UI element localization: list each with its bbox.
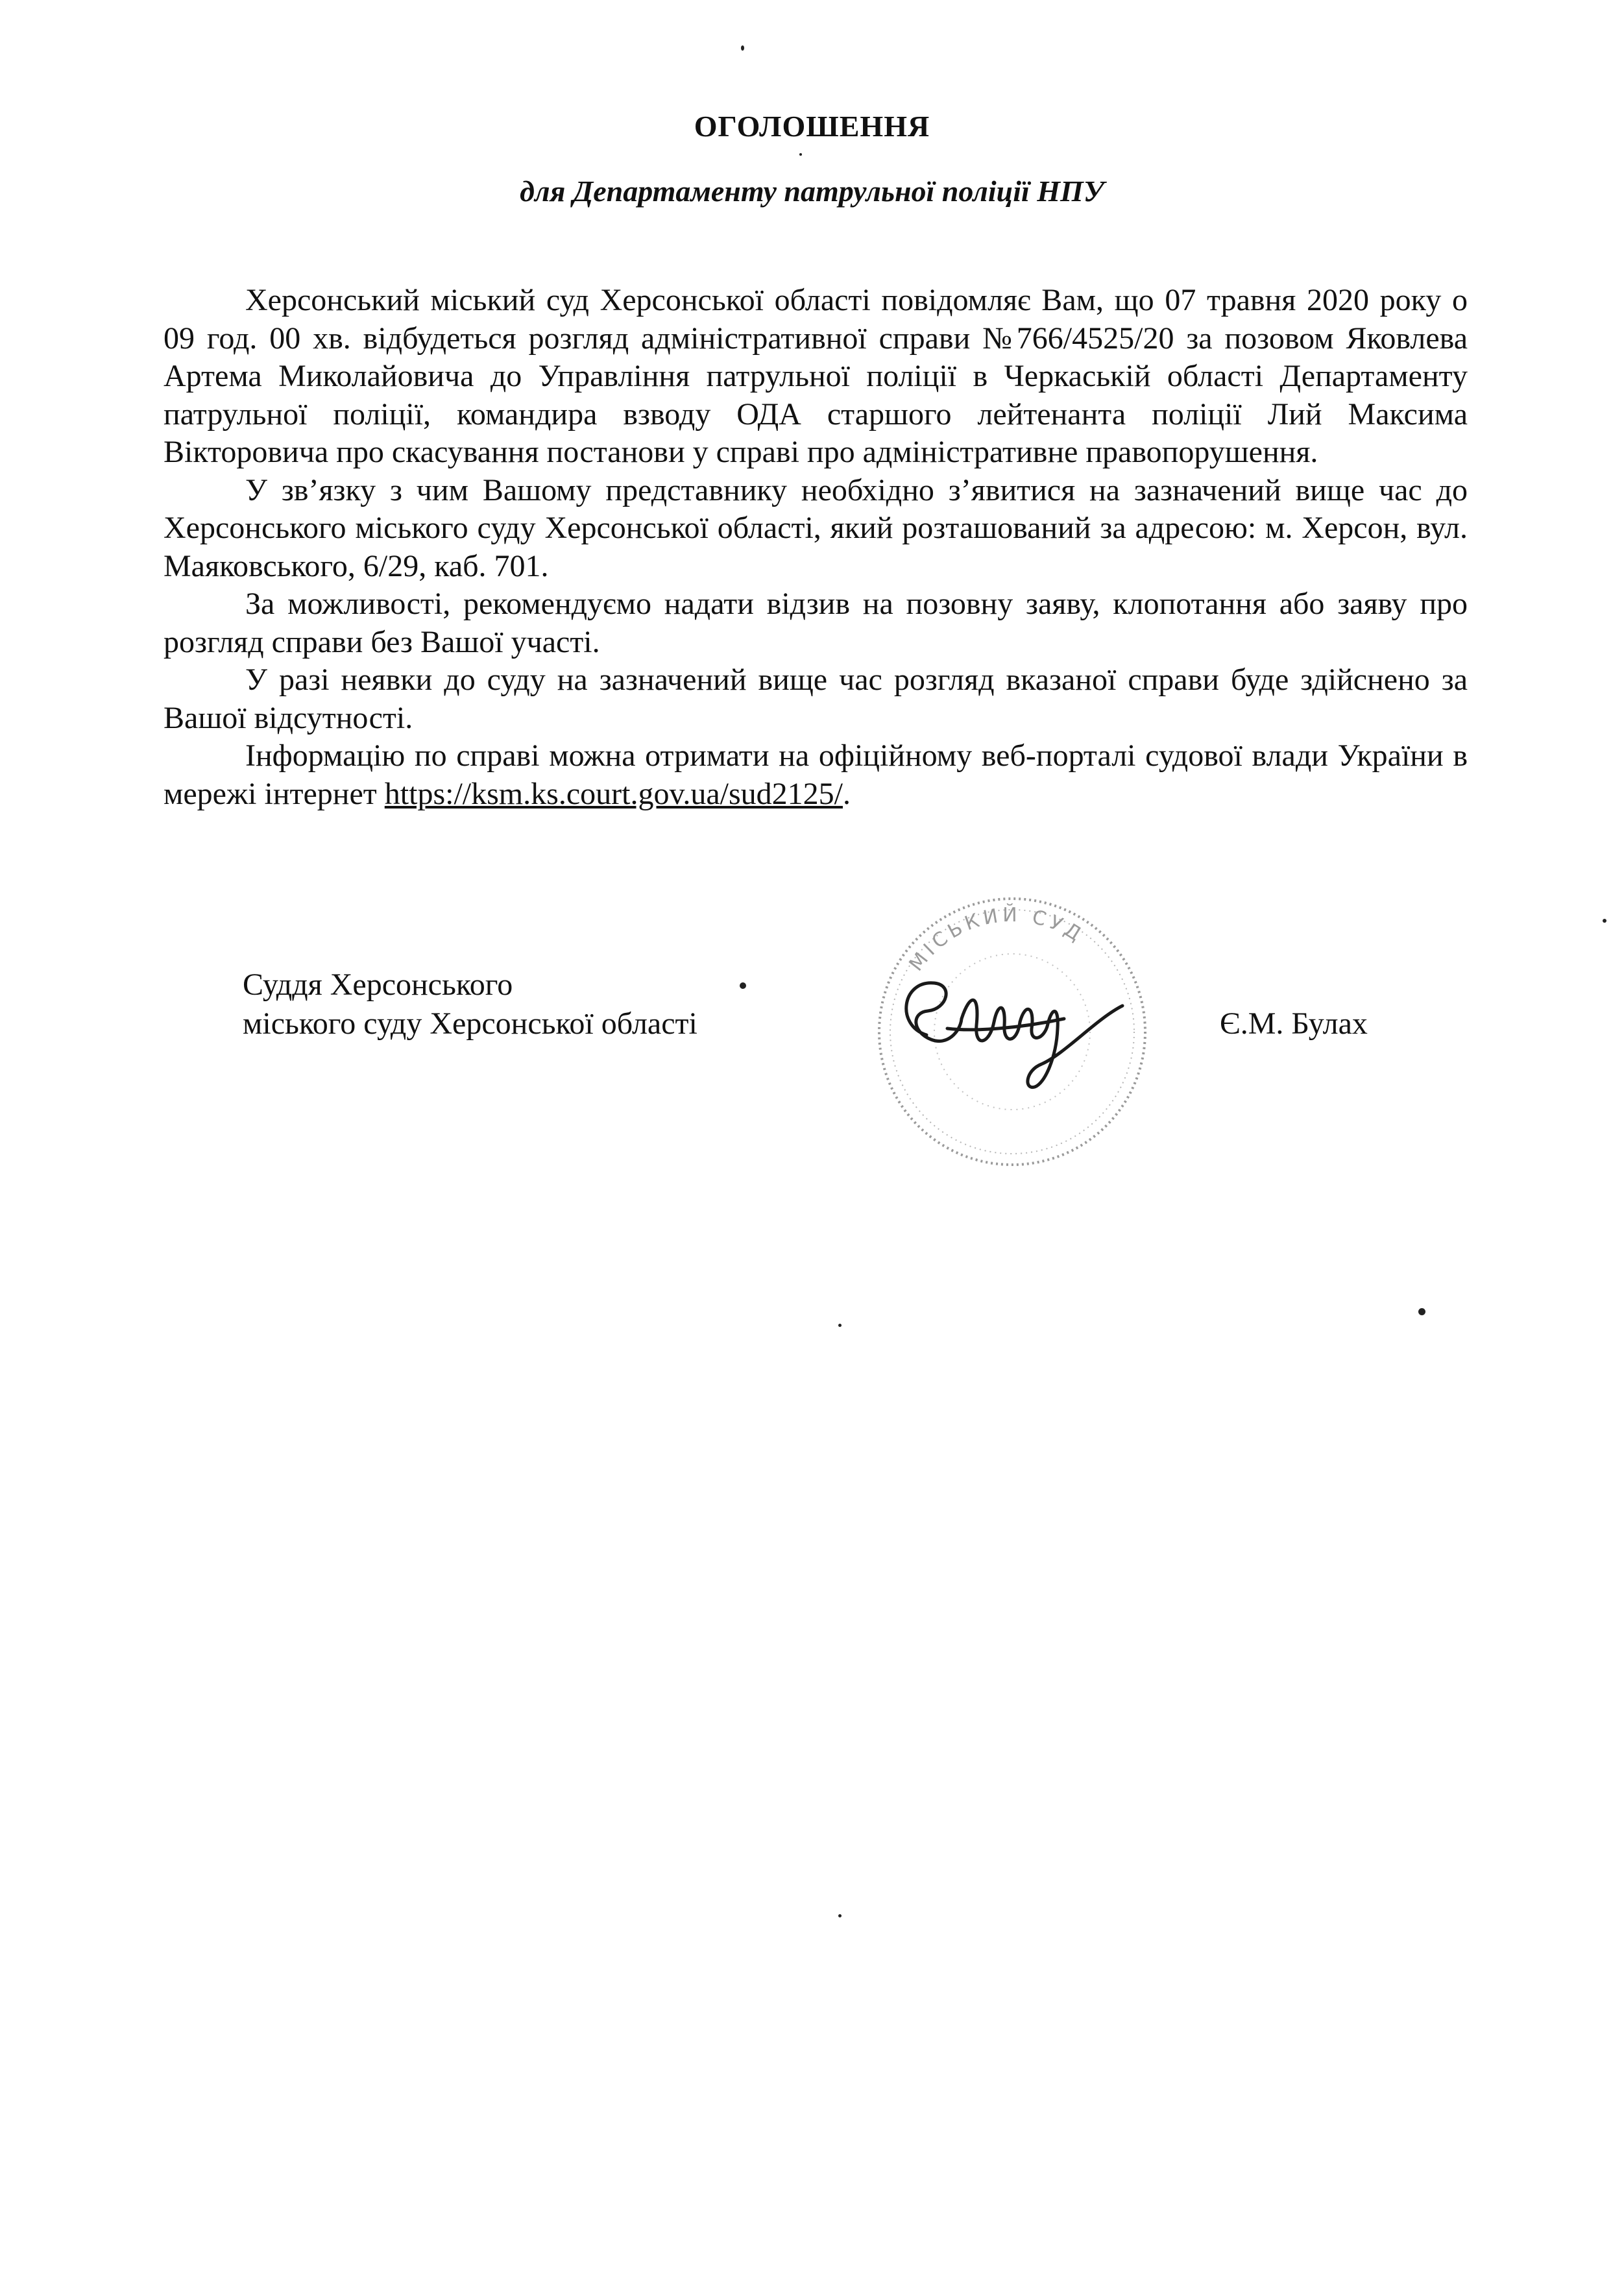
signatory-position-line1: Суддя Херсонського — [243, 967, 513, 1002]
scan-speck — [1603, 919, 1606, 923]
handwritten-signature — [906, 983, 1122, 1088]
scan-speck — [741, 45, 744, 51]
info-suffix: . — [842, 776, 851, 811]
scan-speck — [1418, 1308, 1425, 1315]
paragraph-hearing-notice: Херсонський міський суд Херсонської області повідомляє Вам, що 07 травня 2020 року о 09 год. 00 хв. відбудеться розгляд адміністративної справи №766/4525/20 за позовом Яковлева Артема Миколайовича до Управління патрульної поліції в Черкаській області Департаменту патрульної поліції, командира взводу ОДА старшого лейтенанта поліції Лий Максима Вікторовича про скасування постанови у справі про адміністративне правопорушення. — [164, 283, 1468, 469]
scan-speck — [740, 982, 746, 989]
stamp-text: МІСЬКИЙ СУД — [904, 903, 1089, 976]
paragraph-appearance: У зв’язку з чим Вашому представнику необхідно з’явитися на зазначений вище час до Херсонського міського суду Херсонської області, який розташований за адресою: м. Херсон, вул. Маяковського, 6/29, каб. 701. — [164, 472, 1468, 583]
document-title: ОГОЛОШЕННЯ — [694, 110, 930, 143]
paragraph-absence: У разі неявки до суду на зазначений вище час розгляд вказаної справи буде здійснено за Вашої відсутності. — [164, 663, 1468, 735]
scan-speck — [838, 1324, 842, 1327]
paragraph-recommendation: За можливості, рекомендуємо надати відзив на позовну заяву, клопотання або заяву про розгляд справи без Вашої участі. — [164, 587, 1468, 659]
judge-name: Є.М. Булах — [1220, 1006, 1368, 1041]
court-portal-link[interactable]: https://ksm.ks.court.gov.ua/sud2125/ — [384, 776, 843, 811]
signatory-position-line2: міського суду Херсонської області — [243, 1006, 697, 1041]
scan-speck — [838, 1914, 842, 1917]
signatory-position — [243, 966, 697, 1043]
paragraph-info — [164, 737, 1468, 813]
scan-speck — [799, 153, 802, 156]
info-text: Інформацію по справі можна отримати на офіційному веб-порталі судової влади України в мережі інтернет — [164, 738, 1468, 811]
court-stamp — [850, 869, 1174, 1194]
document-subtitle: для Департаменту патрульної поліції НПУ — [520, 175, 1104, 208]
document-body — [164, 282, 1468, 813]
